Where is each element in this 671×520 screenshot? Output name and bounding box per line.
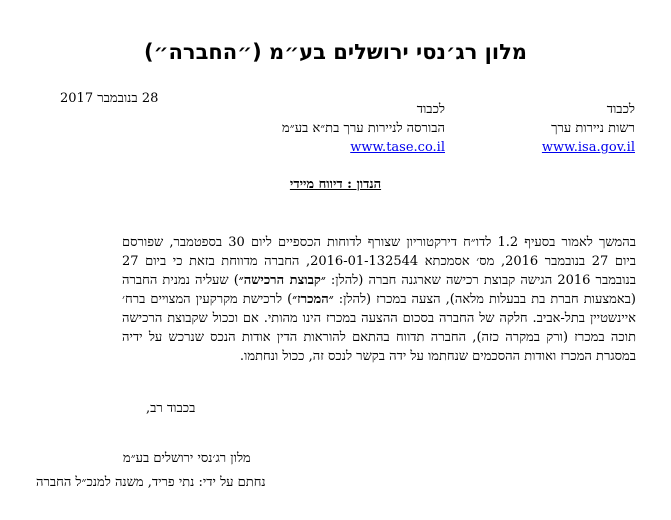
document-date: 28 בנובמבר 2017 <box>60 91 159 106</box>
recipient-tase-name: הבורסה לניירות ערך בת״א בע״מ <box>282 121 445 136</box>
tase-link[interactable]: www.tase.co.il <box>350 140 445 155</box>
recipient-isa-salutation: לכבוד <box>606 102 635 117</box>
subject-line: הנדון : דיווח מיידי <box>289 177 382 192</box>
signature-signed-by: נחתם על ידי: נתי פריד, משנה למנכ״ל החברה <box>36 475 266 490</box>
body-text-2: ) שעליה נמנית החברה (באמצעות חברת בת בבעלות מלאה), הצעה במכרז (להלן: <box>122 273 636 307</box>
signature-company: מלון רג׳נסי ירושלים בע״מ <box>123 451 251 466</box>
isa-link[interactable]: www.isa.gov.il <box>541 140 635 155</box>
page-title: מלון רג׳נסי ירושלים בע״מ (״החברה״) <box>144 40 527 64</box>
group-term: ״קבוצת הרכישה״ <box>238 273 326 288</box>
recipient-isa-name: רשות ניירות ערך <box>551 121 635 136</box>
tender-term: ״המכרז״ <box>292 292 334 307</box>
recipient-tase <box>215 100 445 157</box>
recipient-isa <box>495 100 635 157</box>
closing-line: בכבוד רב, <box>146 401 196 416</box>
recipient-tase-salutation: לכבוד <box>416 102 445 117</box>
body-text-3: ) לרכישת מקרקעין המצויים ברח׳ איינשטיין בתל-אביב. חלקה של החברה בסכום ההצעה במכרז הינו מהותי. אם וככול שקבוצת הרכישה תוכה במכרז (ורק במקרה כזה), החברה תדווח בהתאם להוראות הדין אודות הנכס שנרכש על ידיה במסגרת המכרז ואודות ההסכמים שנחתמו על ידה בקשר לנכס זה, ככול ונחתמו. <box>122 292 636 364</box>
body-paragraph <box>122 233 636 366</box>
body-text-1: בהמשך לאמור בסעיף 1.2 לדו״ח דירקטוריון שצורף לדוחות הכספיים ליום 30 בספטמבר, שפורסם ביום 27 בנובמבר 2016, מס׳ אסמכתא 2016-01-132544, החברה מדווחת בזאת כי ביום 27 בנובמבר 2016 הגישה קבוצת רכישה שארגנה חברה (להלן: <box>122 235 637 288</box>
